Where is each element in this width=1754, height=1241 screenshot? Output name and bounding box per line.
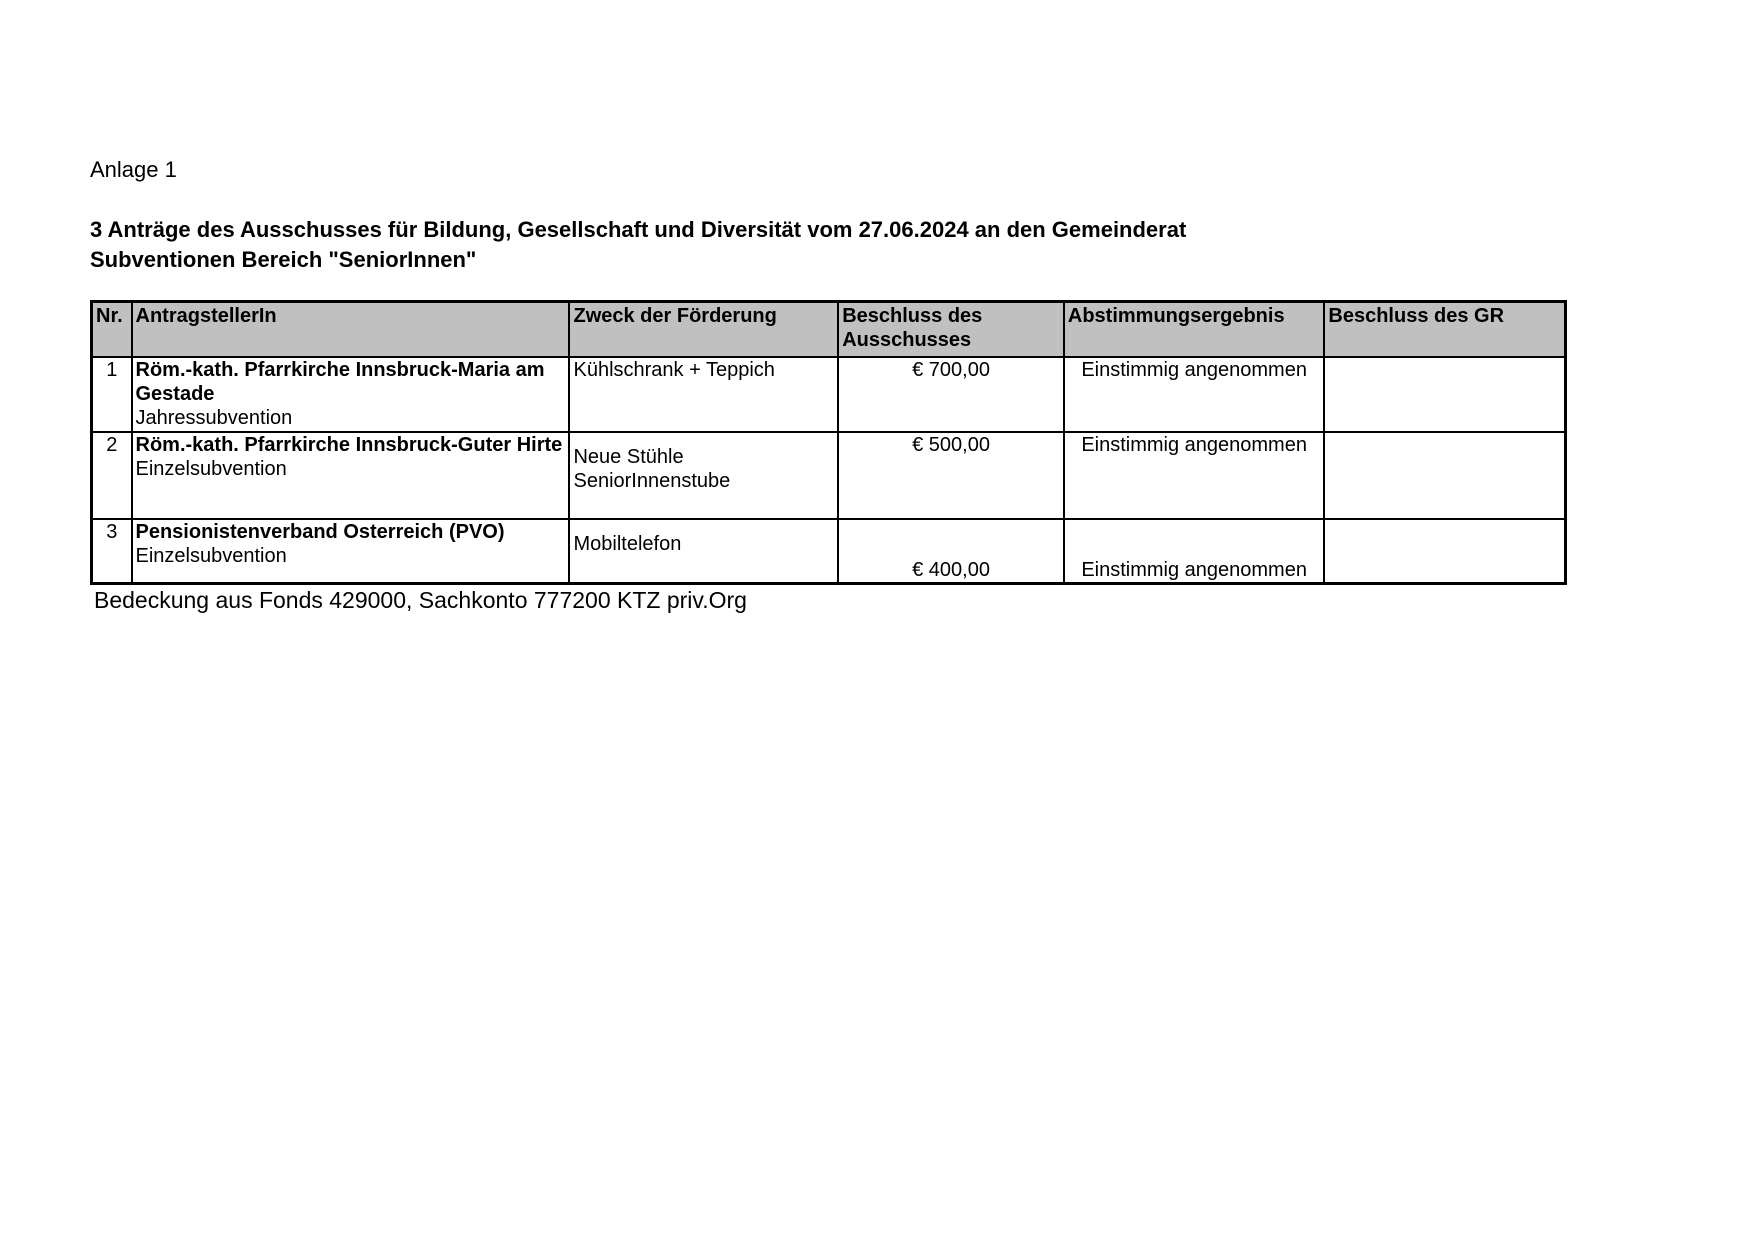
- row-number: 1: [92, 357, 132, 432]
- purpose-cell: Kühlschrank + Teppich: [569, 357, 838, 432]
- column-header-applicant: AntragstellerIn: [132, 302, 570, 358]
- applicant-cell: [132, 519, 570, 584]
- column-header-committee-decision: Beschluss des Ausschusses: [838, 302, 1064, 358]
- council-decision-cell: [1324, 357, 1565, 432]
- column-header-council-decision: Beschluss des GR: [1324, 302, 1565, 358]
- table-row: [92, 357, 1566, 432]
- row-number: 3: [92, 519, 132, 584]
- title-line-2: Subventionen Bereich "SeniorInnen": [90, 247, 477, 272]
- amount-cell: € 500,00: [838, 432, 1064, 519]
- attachment-label: Anlage 1: [90, 157, 177, 182]
- subsidy-table: [90, 300, 1567, 585]
- funding-coverage-note: Bedeckung aus Fonds 429000, Sachkonto 777200 KTZ priv.Org: [94, 587, 747, 613]
- vote-result-cell: Einstimmig angenommen: [1064, 432, 1325, 519]
- council-decision-cell: [1324, 432, 1565, 519]
- table-row: [92, 432, 1566, 519]
- council-decision-cell: [1324, 519, 1565, 584]
- row-number: 2: [92, 432, 132, 519]
- column-header-purpose: Zweck der Förderung: [569, 302, 838, 358]
- subsidy-type: Einzelsubvention: [135, 545, 287, 567]
- column-header-vote-result: Abstimmungsergebnis: [1064, 302, 1325, 358]
- subsidy-type: Jahressubvention: [135, 407, 293, 429]
- subsidy-type: Einzelsubvention: [135, 458, 287, 480]
- vote-result-cell: Einstimmig angenommen: [1064, 519, 1325, 584]
- table-row: [92, 519, 1566, 584]
- vote-result-cell: Einstimmig angenommen: [1064, 357, 1325, 432]
- applicant-name: Röm.-kath. Pfarrkirche Innsbruck-Maria am Gestade: [135, 359, 545, 405]
- amount-cell: € 700,00: [838, 357, 1064, 432]
- applicant-cell: [132, 432, 570, 519]
- applicant-name: Pensionistenverband Osterreich (PVO): [135, 521, 505, 543]
- amount-cell: € 400,00: [838, 519, 1064, 584]
- purpose-cell: Neue Stühle SeniorInnenstube: [569, 432, 838, 519]
- applicant-name: Röm.-kath. Pfarrkirche Innsbruck-Guter Hirte: [135, 434, 563, 456]
- applicant-cell: [132, 357, 570, 432]
- table-header-row: [92, 302, 1566, 358]
- document-title: [90, 215, 1186, 275]
- title-line-1: 3 Anträge des Ausschusses für Bildung, Gesellschaft und Diversität vom 27.06.2024 an den Gemeinderat: [90, 217, 1187, 242]
- purpose-cell: Mobiltelefon: [569, 519, 838, 584]
- column-header-nr: Nr.: [92, 302, 132, 358]
